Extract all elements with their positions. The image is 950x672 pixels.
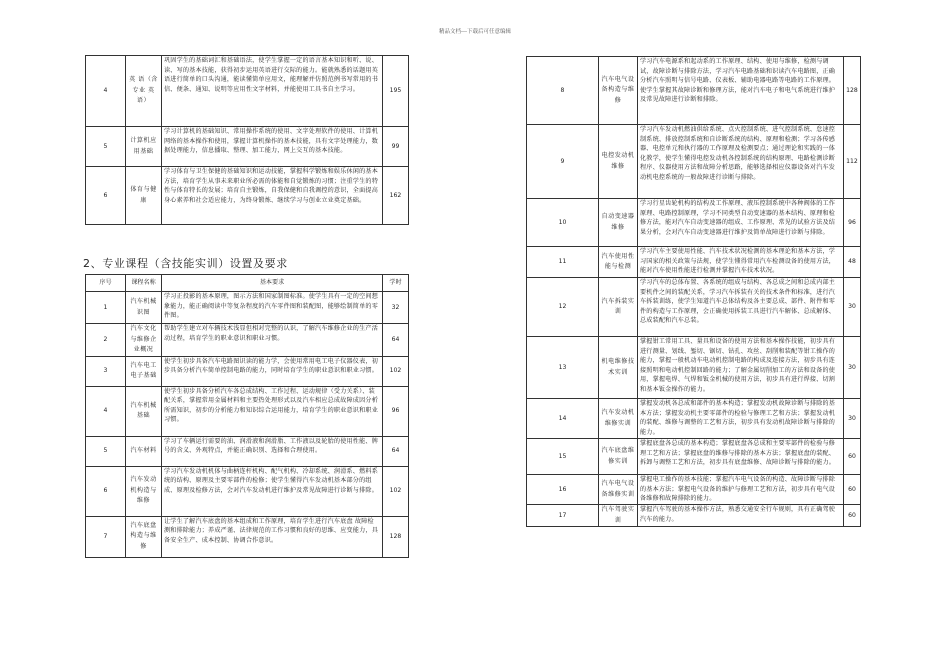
course-requirements: 让学生了解汽车底盘的基本组成和工作原理，培育学生进行汽车底盘 故障检测和排除能力；养成严谨、法律规范的工作习惯和良好的思维、应变能力，具备安全生产、成本控制、协调合作意识。 xyxy=(162,516,383,557)
table-row xyxy=(86,56,409,127)
course-number: 4 xyxy=(86,56,126,127)
course-requirements: 学习汽车的总体布置、各系统的组成与结构、各总成之间和总成内部主要机件之间的装配关系，学习汽车拆装有关的技术条件和标准，进行汽车拆装训练，使学生知道汽车总体结构及各主要总成、部件、附件和零件的构造与工作原理，会正确使用拆装工具进行汽车解体、总成解体、总成装配和汽车总装。 xyxy=(638,278,844,337)
course-number: 5 xyxy=(86,436,126,466)
course-hours: 64 xyxy=(383,436,409,466)
table-row xyxy=(86,386,409,436)
course-hours: 30 xyxy=(844,278,861,337)
course-number: 13 xyxy=(527,337,599,399)
course-requirements: 学习汽车电源系和起动系的工作原理、结构、使用与维修，检测与调试，故障诊断与排除方法，学习汽车电路基础和识读汽车电路图，正确分析汽车照明与信号电路、仪表板、辅助电器电路等电路的工作原理。使学生掌握其故障诊断和修理方法，能对汽车电子和电气系统进行维护及常见故障进行诊断和排除。 xyxy=(638,57,844,125)
course-name: 英 语（含专业 英 语） xyxy=(126,56,162,127)
course-name: 电控发动机维修 xyxy=(599,125,638,199)
course-hours: 32 xyxy=(383,292,409,324)
course-name: 汽车电工电子基础 xyxy=(126,356,162,386)
table-row xyxy=(86,356,409,386)
table-row xyxy=(86,167,409,225)
course-name: 汽车驾驶实训 xyxy=(599,505,638,527)
course-number: 4 xyxy=(86,386,126,436)
course-hours: 30 xyxy=(844,337,861,399)
table-row xyxy=(86,466,409,516)
table-row xyxy=(527,475,861,505)
course-name: 汽车机械识图 xyxy=(126,292,162,324)
course-number: 7 xyxy=(86,516,126,557)
course-number: 9 xyxy=(527,125,599,199)
table-row xyxy=(527,125,861,199)
general-courses-table xyxy=(85,55,409,225)
table-row xyxy=(86,436,409,466)
table-row xyxy=(527,199,861,247)
course-requirements: 学习汽车发动机燃油供给系统、点火控制系统、进气控制系统、怠速控制系统、排放控制系统和自诊断系统的结构、原理和检测；学习各传感器、电控单元和执行器的工作原理及检测要点；通过理论和实践的一体化教学，使学生懂得电控发动机各控制系统的结构原理、电路检测诊断程序、仪器使用方法和故障分析思路，能够选择相应仪器设备对汽车发动机电控系统的一般故障进行诊断与排除。 xyxy=(638,125,844,199)
course-hours: 128 xyxy=(844,57,861,125)
course-number: 6 xyxy=(86,466,126,516)
course-number: 14 xyxy=(527,399,599,439)
course-name: 汽车文化与维修企业概况 xyxy=(126,324,162,357)
table-row xyxy=(527,399,861,439)
table-row xyxy=(527,505,861,527)
course-hours: 96 xyxy=(844,199,861,247)
course-hours: 64 xyxy=(383,324,409,357)
course-number: 5 xyxy=(86,127,126,167)
course-requirements: 学习汽车发动机机体与曲柄连杆机构、配气机构、冷却系统、润滑系、燃料系统的结构、原理及主要零部件的检修；使学生懂得汽车发动机基本部分的组成、原理及检修方法，会对汽车发动机进行维护及常见故障进行诊断与排除。 xyxy=(162,466,383,516)
course-name: 汽车底盘构造与维修 xyxy=(126,516,162,557)
course-name: 汽车底盘维修实训 xyxy=(599,439,638,475)
course-number: 12 xyxy=(527,278,599,337)
table-row xyxy=(86,324,409,357)
header-no: 序号 xyxy=(86,275,126,292)
course-hours: 30 xyxy=(844,399,861,439)
course-hours: 195 xyxy=(383,56,409,127)
course-requirements: 学习正投影的基本原理，图示方法和国家制图标准。使学生具有一定的空间想象能力，能正确阅读中等复杂程度的汽车零件图和装配图，能够绘制简单的零件图。 xyxy=(162,292,383,324)
course-requirements: 掌握电工操作的基本技能；掌握汽车电气设备的构造、故障诊断与排除的基本方法；掌握电气设备的维护与修理工艺和方法，初步具有电气设备维修和故障排除的能力。 xyxy=(638,475,844,505)
course-name: 自动变速器维修 xyxy=(599,199,638,247)
course-name: 汽车电气设备维修实训 xyxy=(599,475,638,505)
course-requirements: 学习计算机的基础知识、常用操作系统的使用、文字处理软件的使用、计算机网络的基本操作和使用，掌握计算机操作的基本技能，具有文字处理能力，数据处理能力，信息播取、整理、加工能力，网上交互的基本技能。 xyxy=(162,127,383,167)
course-requirements: 学习体育与卫生保健的基础知识和运动技能，掌握科学锻炼和娱乐休闲的基本方法，培育学生从事未来职业所必需的体能和自觉锻炼的习惯；注重学生的特性与体育特长的发展；培育自主锻炼，自我保健和自我调控的意识，全面提高身心素养和社会适应能力，为终身锻炼、继续学习与创业立业奠定基础。 xyxy=(162,167,383,225)
course-name: 汽车机械基础 xyxy=(126,386,162,436)
table-row xyxy=(527,278,861,337)
course-hours: 48 xyxy=(844,247,861,278)
course-hours: 60 xyxy=(844,505,861,527)
table-row xyxy=(527,247,861,278)
course-number: 6 xyxy=(86,167,126,225)
course-requirements: 帮助学生建立对车辆技术浅显但相对完整的认识，了解汽车维修企业的生产活动过程，培育学生的职业意识和职业习惯。 xyxy=(162,324,383,357)
course-number: 8 xyxy=(527,57,599,125)
course-hours: 96 xyxy=(383,386,409,436)
course-requirements: 掌握钳工常用工具、量具和设备的使用方法和基本操作技能，初步具有进行测量、划线、錾切、锯切、钻孔、攻丝、刮削和装配等钳工操作的能力，掌握一般机动车电动机控制电路的构成及连接方法，初步具有连接照明和电动机控制回路的能力；了解金属切削加工的方法和设备的使用，掌握电焊、气焊和钣金机械的使用方法，初步具有进行焊接、切割和基本钣金操作的能力。 xyxy=(638,337,844,399)
course-name: 汽车使用性能与检测 xyxy=(599,247,638,278)
table-row xyxy=(86,516,409,557)
course-hours: 112 xyxy=(844,125,861,199)
professional-courses-table-right xyxy=(526,56,861,527)
course-requirements: 使学生初步具备分析汽车各总成结构、工作过程、运动规律（受力关系）、装配关系，掌握常用金属材料和主要热处理形式以及汽车相应总成故障成因分析所需知识，初步的分析能力和知识综合运用能力，培育学生的职业意识和职业习惯。 xyxy=(162,386,383,436)
course-requirements: 掌握底盘各总成的基本构造；掌握底盘各总成和主要零部件的检验与修理工艺和方法；掌握底盘的维修与排除的基本方法；掌握底盘的装配、拆卸与调整工艺和方法，初步具有底盘维修、故障诊断与排除的能力。 xyxy=(638,439,844,475)
course-name: 汽车材料 xyxy=(126,436,162,466)
course-hours: 128 xyxy=(383,516,409,557)
course-requirements: 学习了车辆运行需要的油、润滑液和润滑脂、工作液以及轮胎的使用性能、牌号的含义、外观特点，并能正确识别、选择和合理使用。 xyxy=(162,436,383,466)
course-number: 15 xyxy=(527,439,599,475)
course-hours: 60 xyxy=(844,475,861,505)
course-number: 16 xyxy=(527,475,599,505)
course-number: 1 xyxy=(86,292,126,324)
header-hours: 学时 xyxy=(383,275,409,292)
page-header: 精品文档---下载后可任意编辑 xyxy=(439,29,511,35)
course-requirements: 学习汽车主要使用性能、汽车技术状况检测的基本理论和基本方法，学习国家的相关政策与法规，使学生懂得常用汽车检测设备的使用方法，能对汽车使用性能进行检测并掌握汽车技术状况。 xyxy=(638,247,844,278)
course-name: 计算机应用基础 xyxy=(126,127,162,167)
course-requirements: 掌握汽车驾驶的基本操作方法，熟悉交通安全行车规则，具有正确驾驶汽车的能力。 xyxy=(638,505,844,527)
table-row xyxy=(86,127,409,167)
course-name: 汽车拆装实训 xyxy=(599,278,638,337)
course-requirements: 使学生初步具备汽车电路图识读的能力学，会使用常用电工电子仪器仪表，初步具备分析汽车简单控制电路的能力，同时培育学生的职业意识和职业习惯。 xyxy=(162,356,383,386)
course-hours: 162 xyxy=(383,167,409,225)
course-hours: 60 xyxy=(844,439,861,475)
course-requirements: 掌握发动机各总成和部件的基本构造；掌握发动机故障诊断与排除的基本方法；掌握发动机主要零部件的检验与修理工艺和方法；掌握发动机的装配、维修与调整的工艺和方法，初步具有发动机故障诊断与排除的能力。 xyxy=(638,399,844,439)
course-number: 11 xyxy=(527,247,599,278)
table-row xyxy=(527,439,861,475)
section-title: 2、专业课程（含技能实训）设置及要求 xyxy=(83,257,288,270)
course-number: 10 xyxy=(527,199,599,247)
course-hours: 102 xyxy=(383,356,409,386)
course-hours: 99 xyxy=(383,127,409,167)
course-name: 汽车发动机构造与维修 xyxy=(126,466,162,516)
course-name: 汽车发动机维修实训 xyxy=(599,399,638,439)
course-name: 体育与健康 xyxy=(126,167,162,225)
course-name: 汽车电气设备构造与维修 xyxy=(599,57,638,125)
professional-courses-table-left xyxy=(85,274,409,558)
table-row xyxy=(527,57,861,125)
course-name: 机电维修技术实训 xyxy=(599,337,638,399)
header-name: 课程名称 xyxy=(126,275,162,292)
table-header-row xyxy=(86,275,409,292)
table-row xyxy=(527,337,861,399)
header-desc: 基本要求 xyxy=(162,275,383,292)
course-hours: 102 xyxy=(383,466,409,516)
course-number: 3 xyxy=(86,356,126,386)
table-row xyxy=(86,292,409,324)
course-requirements: 巩固学生的基础词汇和基础语法，使学生掌握一定的语言基本知识和听、说、读、写的基本技能，获得初步运用英语进行交际的能力。能就熟悉的话题用英语进行简单的口头沟通，能读懂简单应用文，能理解并仿照范例书写常用的书信、便条、通知、说明等应用性文字材料，并能使用工具书自主学习。 xyxy=(162,56,383,127)
course-number: 2 xyxy=(86,324,126,357)
course-number: 17 xyxy=(527,505,599,527)
course-requirements: 学习行星齿轮机构的结构及工作原理、液压控制系统中各种阀体的工作原理、电路控制原理，学习不同类型自动变速器的基本结构、原理和检修方法，能对汽车自动变速器的组成、工作原理、常见的试验方法及结果分析，会对汽车自动变速器进行维护及简单故障进行诊断与排除。 xyxy=(638,199,844,247)
